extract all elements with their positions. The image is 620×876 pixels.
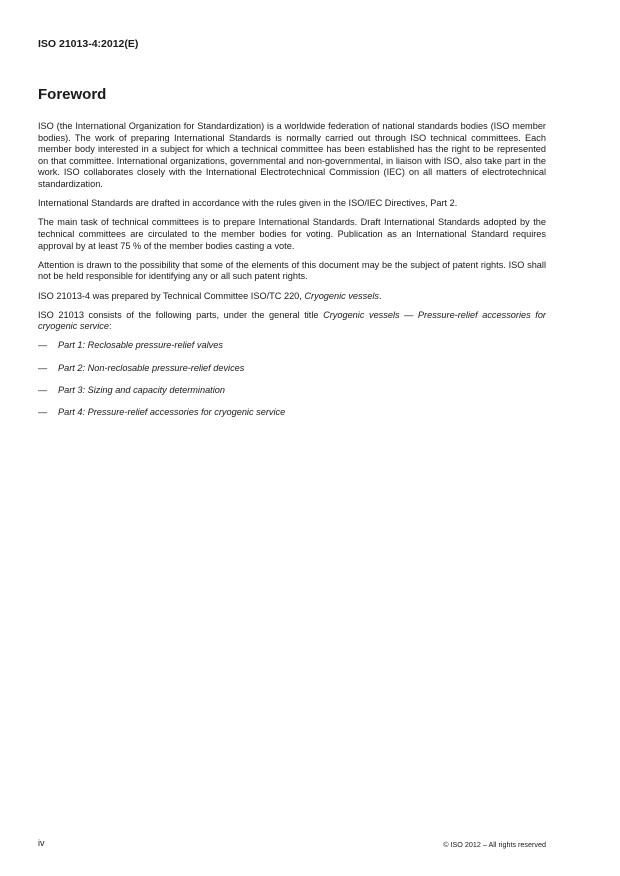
- list-item: [38, 385, 546, 397]
- list-dash: —: [38, 362, 48, 373]
- paragraph-technical-committees: The main task of technical committees is to prepare International Standards. Draft International Standards adopted by the technical committees are circulated to the member bodies for voting. Publication as an International Standard requires approval by at least 75 % of the member bodies casting a vote.: [38, 217, 546, 251]
- document-id: ISO 21013-4:2012(E): [38, 38, 139, 50]
- paragraph-iso-federation: ISO (the International Organization for Standardization) is a worldwide federation of national standards bodies (ISO member bodies). The work of preparing International Standards is normally carried out through ISO technical committees. Each member body interested in a subject for which a technical committee has been established has the right to be represented on that committee. International organizations, governmental and non-governmental, in liaison with ISO, also take part in the work. ISO collaborates closely with the International Electrotechnical Commission (IEC) on all matters of electrotechnical standardization.: [38, 121, 546, 189]
- parts-intro-text: ISO 21013 consists of the following parts, under the general title: [38, 309, 324, 320]
- paragraph-drafting-rules: International Standards are drafted in accordance with the rules given in the ISO/IEC Directives, Part 2.: [38, 198, 458, 209]
- prepared-by-text: ISO 21013-4 was prepared by Technical Committee ISO/TC 220,: [38, 290, 305, 301]
- list-dash: —: [38, 340, 48, 351]
- prepared-by-end: .: [378, 290, 382, 301]
- parts-intro-title: Cryogenic vessels — Pressure-relief accessories for cryogenic service: [38, 309, 546, 332]
- list-dash: —: [38, 407, 48, 418]
- list-item: [38, 363, 546, 375]
- list-dash: —: [38, 385, 48, 396]
- parts-intro-end: :: [108, 321, 112, 332]
- paragraph-parts-intro: [38, 310, 546, 333]
- list-item-label: Part 3: Sizing and capacity determination: [58, 385, 225, 396]
- list-item: [38, 340, 546, 352]
- prepared-by-title: Cryogenic vessels: [304, 290, 379, 301]
- paragraph-prepared-by: [38, 291, 546, 303]
- list-item: [38, 407, 546, 419]
- list-item-label: Part 1: Reclosable pressure-relief valves: [58, 340, 223, 351]
- copyright-notice: © ISO 2012 – All rights reserved: [443, 840, 546, 849]
- paragraph-patent-rights: Attention is drawn to the possibility that some of the elements of this document may be the subject of patent rights. ISO shall not be held responsible for identifying any or all such patent rights.: [38, 259, 546, 282]
- list-item-label: Part 2: Non-reclosable pressure-relief devices: [58, 362, 245, 373]
- parts-list: [38, 340, 546, 418]
- foreword-body: [38, 121, 546, 430]
- page-number: iv: [38, 838, 45, 848]
- page-title: Foreword: [38, 86, 107, 103]
- list-item-label: Part 4: Pressure-relief accessories for cryogenic service: [58, 407, 286, 418]
